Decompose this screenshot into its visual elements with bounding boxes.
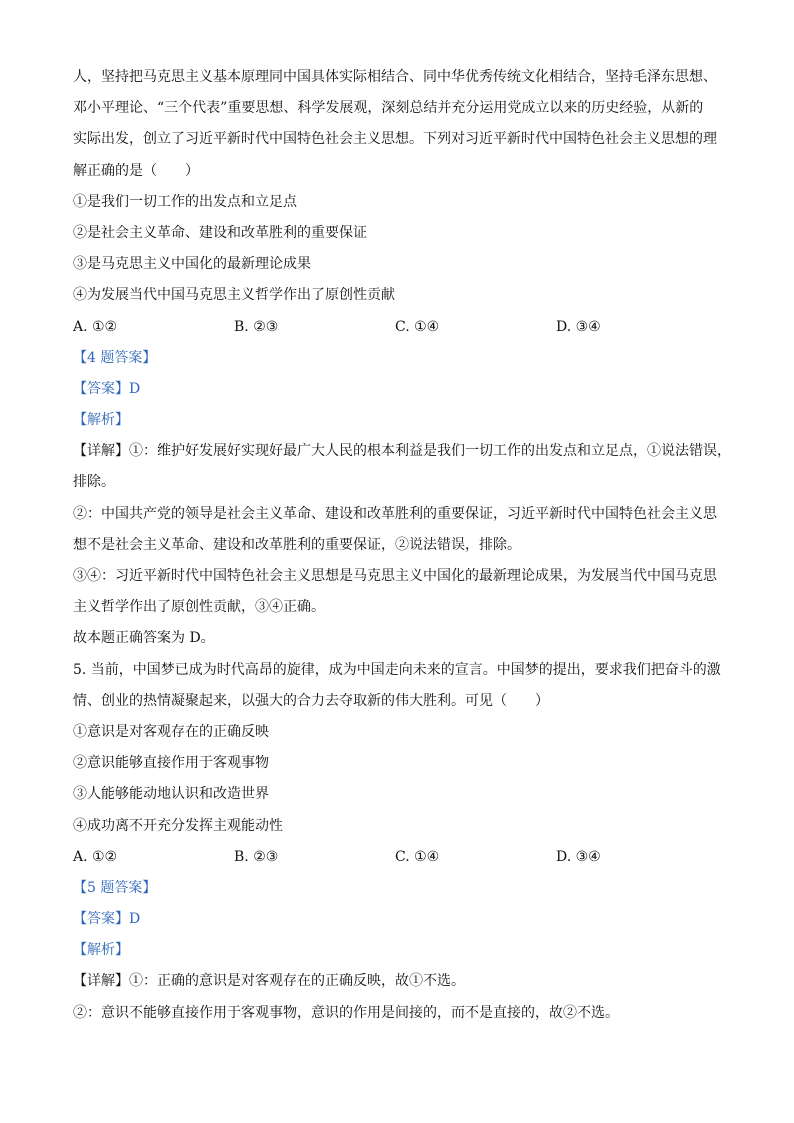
answer-4-analysis-label: 【解析】	[73, 412, 129, 429]
question-5-stem	[73, 655, 737, 717]
statement-item: ④为发展当代中国马克思主义哲学作出了原创性贡献	[73, 287, 395, 304]
answer-4-detail	[73, 436, 737, 654]
option-d: D. ③④	[556, 318, 601, 335]
answer-5-answer: 【答案】D	[73, 911, 141, 928]
option-d: D. ③④	[556, 848, 601, 865]
detail-line: 排除。	[73, 474, 115, 491]
answer-4-section-label: 【4 题答案】	[73, 349, 157, 366]
option-a: A. ①②	[73, 848, 118, 865]
question-4-stem	[73, 62, 737, 187]
statement-item: ③是马克思主义中国化的最新理论成果	[73, 256, 311, 273]
answer-4-answer: 【答案】D	[73, 380, 141, 397]
question-4-statements	[73, 187, 737, 312]
question-5-statements	[73, 717, 737, 842]
document-page	[73, 62, 737, 1029]
question-text-line: 人，坚持把马克思主义基本原理同中国具体实际相结合、同中华优秀传统文化相结合，坚持毛泽东思想、	[73, 69, 717, 85]
question-text-line: 情、创业的热情凝聚起来，以强大的合力去夺取新的伟大胜利。可见（ ）	[73, 692, 549, 709]
statement-item: ③人能够能动地认识和改造世界	[73, 786, 269, 803]
detail-line: ③④：习近平新时代中国特色社会主义思想是马克思主义中国化的最新理论成果，为发展当代中国马克思	[73, 568, 717, 584]
detail-line: ②：意识不能够直接作用于客观事物，意识的作用是间接的，而不是直接的，故②不选。	[73, 1004, 619, 1021]
answer-5-detail	[73, 966, 737, 1028]
option-b: B. ②③	[234, 848, 279, 865]
answer-5-analysis-label: 【解析】	[73, 942, 129, 959]
question-text-line: 邓小平理论、“三个代表”重要思想、科学发展观，深刻总结并充分运用党成立以来的历史经验，从新的	[73, 100, 704, 117]
statement-item: ①意识是对客观存在的正确反映	[73, 723, 269, 740]
statement-item: ②意识能够直接作用于客观事物	[73, 755, 269, 772]
statement-item: ④成功离不开充分发挥主观能动性	[73, 817, 283, 834]
question-5-options	[73, 842, 737, 873]
question-4-options	[73, 312, 737, 343]
detail-line: ②：中国共产党的领导是社会主义革命、建设和改革胜利的重要保证，习近平新时代中国特色社会主义思	[73, 505, 717, 522]
option-c: C. ①④	[395, 848, 440, 865]
answer-5-section-label: 【5 题答案】	[73, 879, 157, 896]
question-text-line: 解正确的是（ ）	[73, 162, 199, 179]
detail-line: 故本题正确答案为 D。	[73, 630, 215, 647]
question-text-line: 5. 当前，中国梦已成为时代高昂的旋律，成为中国走向未来的宣言。中国梦的提出，要求我们把奋斗的激	[73, 661, 721, 678]
detail-line: 想不是社会主义革命、建设和改革胜利的重要保证，②说法错误，排除。	[73, 536, 521, 553]
statement-item: ②是社会主义革命、建设和改革胜利的重要保证	[73, 224, 367, 241]
option-b: B. ②③	[234, 318, 279, 335]
statement-item: ①是我们一切工作的出发点和立足点	[73, 193, 297, 210]
option-a: A. ①②	[73, 318, 118, 335]
option-c: C. ①④	[395, 318, 440, 335]
question-text-line: 实际出发，创立了习近平新时代中国特色社会主义思想。下列对习近平新时代中国特色社会主义思想的理	[73, 131, 717, 148]
detail-line: 主义哲学作出了原创性贡献，③④正确。	[73, 599, 325, 616]
detail-line: 【详解】①：维护好发展好实现好最广大人民的根本利益是我们一切工作的出发点和立足点，①说法错误，	[73, 443, 731, 460]
detail-line: 【详解】①：正确的意识是对客观存在的正确反映，故①不选。	[73, 973, 465, 990]
